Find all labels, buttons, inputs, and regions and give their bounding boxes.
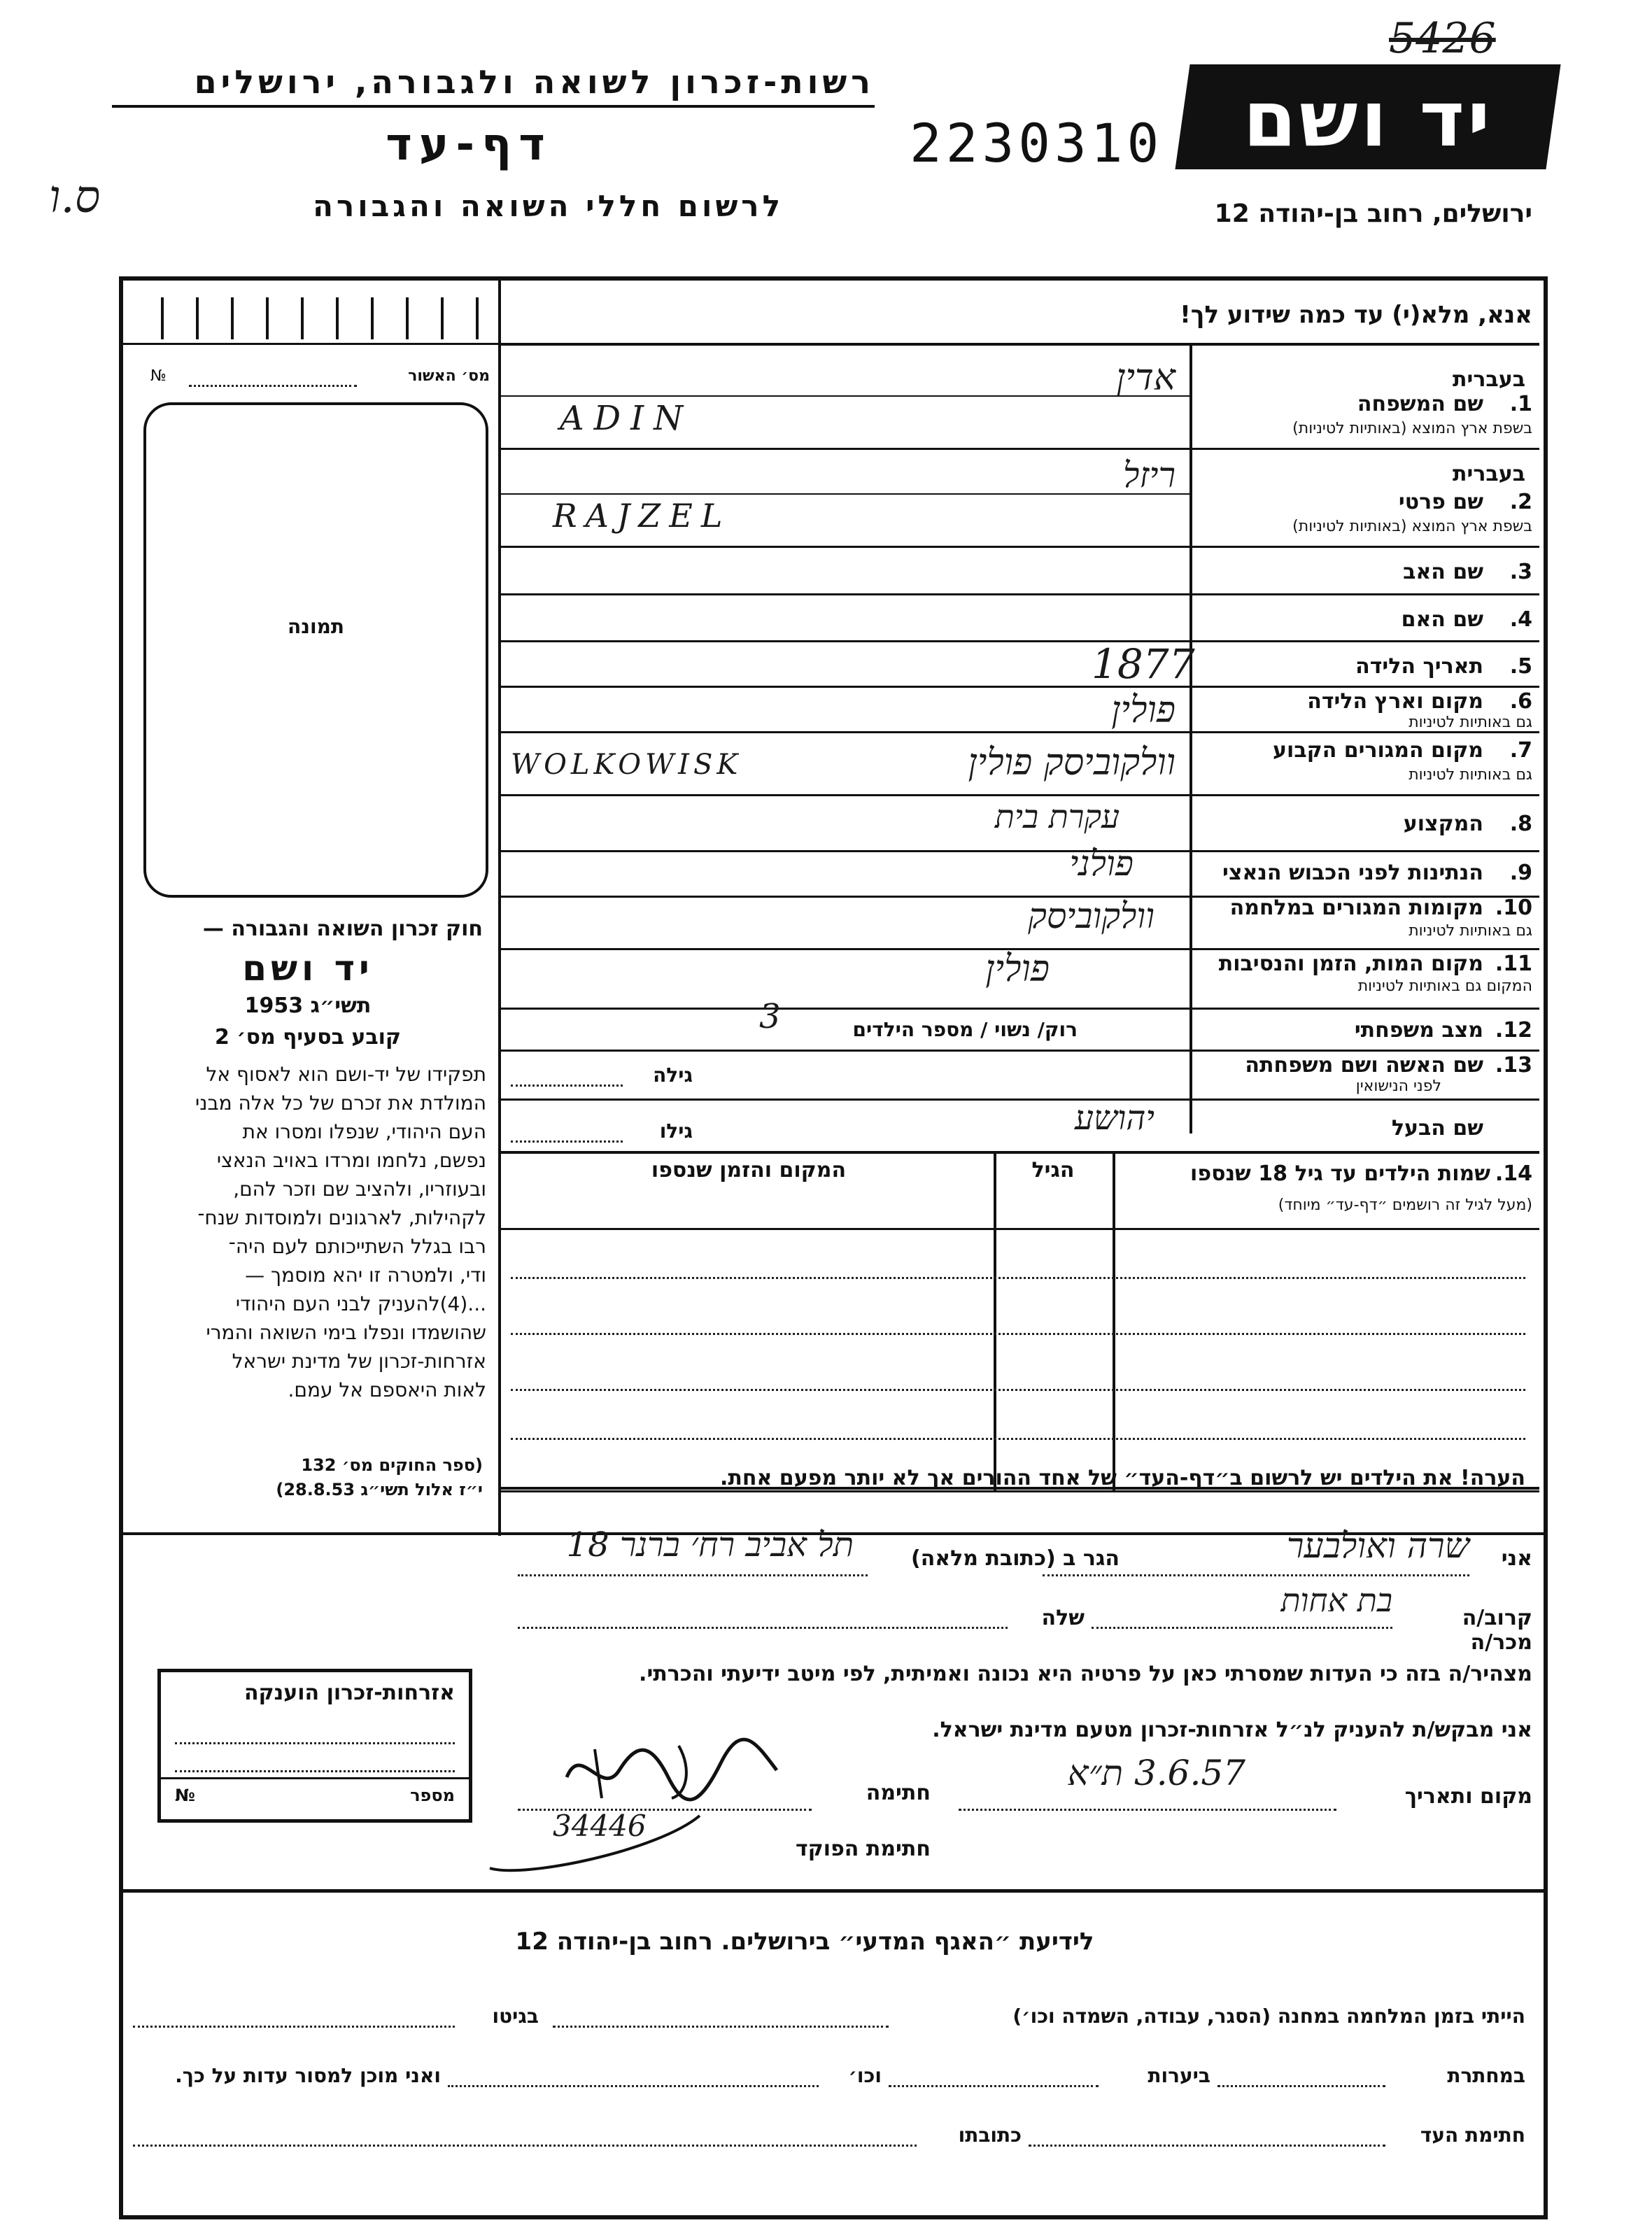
children-header-names: שמות הילדים עד גיל 18 שנספו [1190,1161,1490,1186]
field-11-label: מקום המות, הזמן והנסיבות [1218,952,1483,976]
photo-box[interactable] [143,402,488,898]
husband-value: יהושע [1074,1099,1155,1138]
intro-separator [498,343,1539,346]
field-1-latin-value: ADIN [560,399,693,438]
intro-line: אנא, מלא(י) עד כמה שידוע לך! [1180,301,1532,329]
place-date-label: מקום ותאריך [1404,1784,1532,1809]
declaration-witness-name: שרה ואולבער [1286,1525,1469,1566]
footer-title: לידיעת ״האגף המדעי״ בירושלים. רחוב בן-יהודה 12 [515,1928,1094,1956]
law-text: תפקידו של יד-ושם הוא לאסוף אל המולדת את זכרם של כל אלה מבני העם היהודי, שנפלו ומסרו את נפשם, נלחמו ומרדו באויב הנאצי ובעוזריו, ולהציב שם וזכר להם, לקהילות, לארגונים ולמוסדות שנח־ רבו בגלל השתייכותם לעם היה־ ודי, ולמטרה זו יהא מוסמך — ...(4)להעניק לבני העם היהודי שהושמדו ונפלו בימי השואה והמרי אזרחות-זכרון של מדינת ישראל לאות היאספם אל עמם. [195,1063,486,1401]
field-9-label: הנתינות לפני הכבוש הנאצי [1222,861,1483,885]
form-title: דף-עד [386,119,552,171]
address: ירושלים, רחוב בן-יהודה 12 [1214,199,1532,228]
field-10-num: 10. [1495,896,1532,920]
field-9-num: 9. [1509,861,1532,885]
field-7-label: מקום המגורים הקבוע [1273,738,1483,763]
field-1-num: 1. [1509,392,1532,416]
form-subtitle: לרשום חללי השואה והגבורה [313,189,784,223]
witness-signature [553,1728,791,1812]
authority-title: רשות-זכרון לשואה ולגבורה, ירושלים [194,63,875,101]
declaration-request: אני מבקש/ת להעניק לנ״ל אזרחות-זכרון מטעם מדינת ישראל. [932,1718,1532,1742]
field-5-value: 1877 [1092,640,1195,688]
children-num: 14. [1495,1161,1532,1186]
field-11-value: פולין [985,948,1050,990]
top-handwritten-number: 5426 [1389,14,1496,63]
husband-age-label: גילו [659,1119,693,1143]
law-title: חוק זכרון השואה והגבורה — [202,917,483,941]
field-6-sub: גם באותיות לטיניות [1409,714,1532,731]
declaration-resident-label: הגר ב (כתובת מלאה) [910,1546,1120,1571]
field-12-num: 12. [1495,1018,1532,1043]
field-4-num: 4. [1509,607,1532,632]
declaration-statement: מצהיר/ה בזה כי העדות שמסרתי כאן על פרטיה היא נכונה ואמיתית, לפי מיטב ידיעתי והכרתי. [639,1662,1532,1686]
field-8-value: עקרת בית [994,798,1120,835]
declaration-of-label: שלה [1041,1606,1085,1630]
children-header-note: (מעל לגיל זה רושמים ״דף-עד״ מיוחד) [1278,1196,1532,1214]
field-13-num: 13. [1495,1053,1532,1078]
citizenship-no: № [175,1786,195,1805]
law-year: תשי״ג 1953 [244,994,372,1018]
approval-label: מס׳ האשור [408,367,490,385]
value-label-divider [1189,343,1192,1133]
field-6-label: מקום וארץ הלידה [1307,689,1483,714]
footer-line2-underground: במחתרת [1447,2064,1525,2087]
field-2-latin-value: RAJZEL [553,497,731,535]
field-1-label: שם המשפחה [1357,392,1483,416]
field-12-label: מצב משפחתי [1354,1018,1483,1043]
field-9-value: פולני [1069,843,1134,884]
officer-stamp-number: 34446 [553,1809,647,1843]
field-2-label: שם פרטי [1398,490,1483,514]
field-3-num: 3. [1509,560,1532,584]
photo-label: תמונה [288,615,344,638]
children-header-age: הגיל [1031,1158,1075,1182]
signature-label: חתימה [866,1781,931,1805]
field-12-children-count: 3 [759,997,781,1036]
field-10-value: וולקוביסק [1028,896,1155,936]
field-13-label: שם האשה ושם משפחתה [1245,1053,1483,1078]
field-7-value: וולקוביסק פולין [968,742,1176,784]
field-8-num: 8. [1509,812,1532,836]
footer-line1-ghetto: בגיטו [492,2005,539,2028]
logo-text: יד ושם [1243,74,1493,164]
field-6-num: 6. [1509,689,1532,714]
top-ruled-cells [154,297,490,339]
field-7-latin-value: WOLKOWISK [511,749,742,781]
field-7-num: 7. [1509,738,1532,763]
husband-label: שם הבעל [1391,1116,1483,1140]
field-3-label: שם האב [1403,560,1483,584]
declaration-address-value: תל אביב רח׳ ברנר 18 [566,1525,854,1564]
declaration-relation-value: בת אחות [1280,1581,1392,1619]
law-name: יד ושם [242,948,374,989]
approval-no: № [150,367,167,385]
children-row[interactable] [511,1277,1525,1279]
margin-note: ס.ו [49,171,101,223]
citizenship-box [157,1669,472,1823]
field-5-num: 5. [1509,654,1532,679]
field-11-sub: המקום גם באותיות לטיניות [1357,977,1532,995]
citizenship-no-label: מספר [410,1786,455,1805]
children-row[interactable] [511,1438,1525,1440]
footer-line2-forests: ביערות [1148,2064,1210,2087]
field-2-hebrew-tag: בעברית [1453,462,1525,486]
field-11-num: 11. [1495,952,1532,976]
field-4-label: שם האם [1401,607,1483,632]
law-ref-1: (ספר החוקים מס׳ 132 [301,1455,483,1475]
field-7-sub: גם באותיות לטיניות [1409,766,1532,784]
field-2-num: 2. [1509,490,1532,514]
field-10-sub: גם באותיות לטיניות [1409,922,1532,940]
field-6-value: פולין [1111,689,1176,731]
footer-line1-camp: הייתי בזמן המלחמה במחנה (הסגר, עבודה, השמדה וכו׳) [1012,2005,1525,2028]
officer-signature [483,1802,714,1879]
field-1-hebrew-tag: בעברית [1453,367,1525,392]
declaration-relation-label: קרוב/ה מכר/ה [1462,1606,1532,1655]
field-1-hebrew-value: אדין [1116,357,1176,399]
law-section: קובע בסעיף מס׳ 2 [214,1025,402,1050]
law-ref-2: י״ז אלול תשי״ג 28.8.53) [276,1480,483,1499]
place-date-value: 3.6.57 ת״א [1067,1753,1245,1793]
officer-signature-label: חתימת הפוקד [796,1837,931,1861]
children-header-place: המקום והזמן שנספו [651,1158,847,1182]
field-5-label: תאריך הלידה [1355,654,1483,679]
field-2-sub: בשפת ארץ המוצא (באותיות לטיניות) [1292,518,1532,535]
children-row[interactable] [511,1389,1525,1391]
field-12-status-options: רוק/ נשוי / מספר הילדים [852,1018,1078,1041]
footer-line2-testimony: ואני מוכן למסור עדות על כך. [175,2064,441,2087]
serial-number: 2230310 [910,112,1164,174]
field-13-age-label: גילה [653,1064,693,1087]
authority-underline [112,105,875,108]
left-panel-divider [498,276,501,1536]
field-13-sub: לפני הנישואין [1355,1078,1441,1095]
field-2-hebrew-value: ריזל [1123,455,1176,495]
footer-line3-address: כתובתו [958,2124,1022,2147]
declaration-i-label: אני [1501,1546,1532,1571]
citizenship-title: אזרחות-זכרון הוענקה [243,1681,455,1705]
footer-line2-etc: וכו׳ [848,2064,882,2087]
children-row[interactable] [511,1333,1525,1335]
field-8-label: המקצוע [1403,812,1483,836]
field-1-sub: בשפת ארץ המוצא (באותיות לטיניות) [1292,420,1532,437]
footer-line3-witness-signature: חתימת העד [1420,2124,1525,2147]
field-10-label: מקומות המגורים במלחמה [1229,896,1483,920]
children-note: הערה! את הילדים יש לרשום ב״דף-העד״ של אחד ההורים אך לא יותר מפעם אחת. [720,1466,1525,1490]
